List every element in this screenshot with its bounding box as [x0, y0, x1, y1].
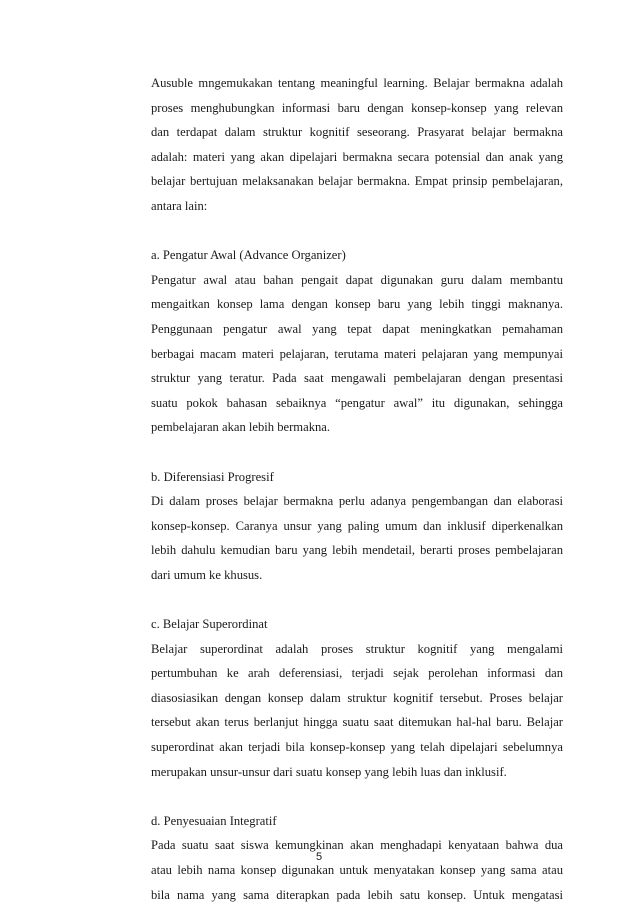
section-heading: b. Diferensiasi Progresif [151, 469, 274, 484]
text-line: bila nama yang sama diterapkan pada lebih satu konsep. Untuk mengatasi [151, 887, 563, 902]
text-line: konsep-konsep. Caranya unsur yang paling umum dan inklusif diperkenalkan [151, 518, 563, 533]
section-heading: c. Belajar Superordinat [151, 617, 268, 632]
section-heading: a. Pengatur Awal (Advance Organizer) [151, 248, 346, 263]
text-line: berbagai macam materi pelajaran, terutama materi pelajaran yang mempunyai [151, 346, 563, 361]
paragraph-spacer [151, 587, 563, 612]
section-heading: d. Penyesuaian Integratif [151, 813, 277, 828]
paragraph-spacer [151, 219, 563, 244]
text-line: dan terdapat dalam struktur kognitif seseorang. Prasyarat belajar bermakna [151, 125, 563, 140]
text-line: adalah: materi yang akan dipelajari bermakna secara potensial dan anak yang [151, 149, 563, 164]
section-advance-organizer [151, 243, 563, 440]
text-line: lebih dahulu kemudian baru yang lebih mendetail, berarti proses pembelajaran [151, 543, 563, 558]
text-line: proses menghubungkan informasi baru dengan konsep-konsep yang relevan [151, 100, 563, 115]
text-line: belajar bertujuan melaksanakan belajar bermakna. Empat prinsip pembelajaran, [151, 174, 563, 189]
text-line: Penggunaan pengatur awal yang tepat dapat meningkatkan pemahaman [151, 321, 563, 336]
paragraph-spacer [151, 784, 563, 809]
text-line: Di dalam proses belajar bermakna perlu adanya pengembangan dan elaborasi [151, 494, 563, 509]
text-line: Pada suatu saat siswa kemungkinan akan menghadapi kenyataan bahwa dua [151, 838, 563, 853]
page-number: 5 [315, 851, 323, 863]
text-line: mengaitkan konsep lama dengan konsep baru yang lebih tinggi maknanya. [151, 297, 563, 312]
text-line: suatu pokok bahasan sebaiknya “pengatur awal” itu digunakan, sehingga [151, 395, 563, 410]
text-line: tersebut akan terus berlanjut hingga suatu saat ditemukan hal-hal baru. Belajar [151, 715, 563, 730]
text-line: pertumbuhan ke arah deferensiasi, terjadi sejak perolehan informasi dan [151, 666, 563, 681]
text-line: Belajar superordinat adalah proses struktur kognitif yang mengalami [151, 641, 563, 656]
text-line: struktur yang teratur. Pada saat mengawali pembelajaran dengan presentasi [151, 371, 563, 386]
paragraph-spacer [151, 440, 563, 465]
intro-paragraph [151, 71, 563, 219]
text-line: Pengatur awal atau bahan pengait dapat digunakan guru dalam membantu [151, 272, 563, 287]
document-page [151, 71, 563, 907]
text-line: dari umum ke khusus. [151, 567, 263, 582]
text-line: Ausuble mngemukakan tentang meaningful learning. Belajar bermakna adalah [151, 76, 563, 90]
text-line: atau lebih nama konsep digunakan untuk menyatakan konsep yang sama atau [151, 863, 563, 877]
text-line: merupakan unsur-unsur dari suatu konsep yang lebih luas dan inklusif. [151, 764, 507, 779]
section-superordinate-learning [151, 612, 563, 784]
text-line: superordinat akan terjadi bila konsep-konsep yang telah dipelajari sebelumnya [151, 740, 563, 755]
text-line: antara lain: [151, 198, 208, 213]
section-progressive-differentiation [151, 465, 563, 588]
text-line: pembelajaran akan lebih bermakna. [151, 420, 331, 435]
text-line: diasosiasikan dengan konsep dalam struktur kognitif tersebut. Proses belajar [151, 690, 563, 705]
